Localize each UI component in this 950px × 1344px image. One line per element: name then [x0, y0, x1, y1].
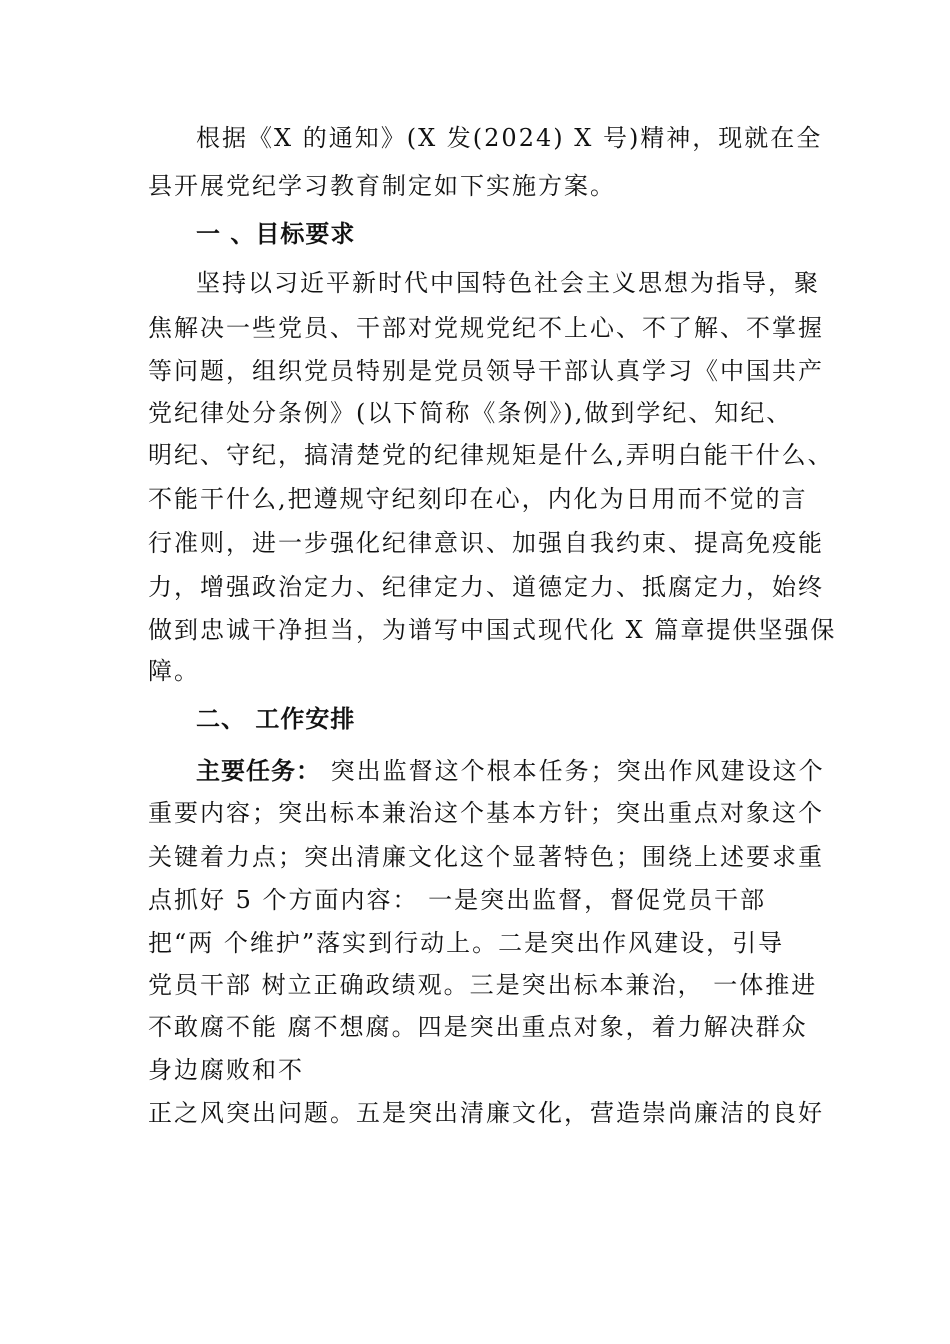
section-2-line-7: 不敢腐不能 腐不想腐。四是突出重点对象，着力解决群众 — [148, 1013, 808, 1041]
section-1-line-7: 行准则，进一步强化纪律意识、加强自我约束、提高免疫能 — [148, 529, 824, 557]
section-2-line-1 — [196, 756, 825, 786]
intro-line-1: 根据《X 的通知》(X 发(2024) X 号)精神，现就在全 — [196, 124, 823, 152]
section-1-line-6: 不能干什么,把遵规守纪刻印在心，内化为日用而不觉的言 — [148, 485, 808, 513]
section-1-line-8: 力，增强政治定力、纪律定力、道德定力、抵腐定力，始终 — [148, 573, 824, 601]
section-2-line-2: 重要内容；突出标本兼治这个基本方针；突出重点对象这个 — [148, 799, 824, 827]
section-2-line-9: 正之风突出问题。五是突出清廉文化，营造崇尚廉洁的良好 — [148, 1099, 824, 1127]
section-1-line-5: 明纪、守纪，搞清楚党的纪律规矩是什么,弄明白能干什么、 — [148, 441, 834, 469]
main-tasks-label: 主要任务： — [196, 757, 321, 785]
intro-line-2: 县开展党纪学习教育制定如下实施方案。 — [148, 172, 616, 200]
section-2-line-4: 点抓好 5 个方面内容： 一是突出监督，督促党员干部 — [148, 886, 767, 914]
section-1-line-10: 障。 — [148, 657, 200, 685]
section-2-line-3: 关键着力点；突出清廉文化这个显著特色；围绕上述要求重 — [148, 843, 824, 871]
section-2-line-6: 党员干部 树立正确政绩观。三是突出标本兼治， 一体推进 — [148, 971, 818, 999]
section-1-heading: 一 、目标要求 — [196, 220, 356, 248]
section-1-line-9: 做到忠诚干净担当，为谱写中国式现代化 X 篇章提供坚强保 — [148, 616, 837, 644]
section-2-line-5: 把“两 个维护”落实到行动上。二是突出作风建设，引导 — [148, 929, 785, 957]
section-1-line-1: 坚持以习近平新时代中国特色社会主义思想为指导，聚 — [196, 269, 820, 297]
section-1-line-3: 等问题，组织党员特别是党员领导干部认真学习《中国共产 — [148, 357, 824, 385]
section-2-line-8: 身边腐败和不 — [148, 1056, 304, 1084]
main-tasks-text: 突出监督这个根本任务；突出作风建设这个 — [321, 757, 825, 785]
section-2-heading: 二、 工作安排 — [196, 705, 356, 733]
section-1-line-4: 党纪律处分条例》(以下简称《条例》),做到学纪、知纪、 — [148, 399, 793, 427]
section-1-line-2: 焦解决一些党员、干部对党规党纪不上心、不了解、不掌握 — [148, 314, 824, 342]
